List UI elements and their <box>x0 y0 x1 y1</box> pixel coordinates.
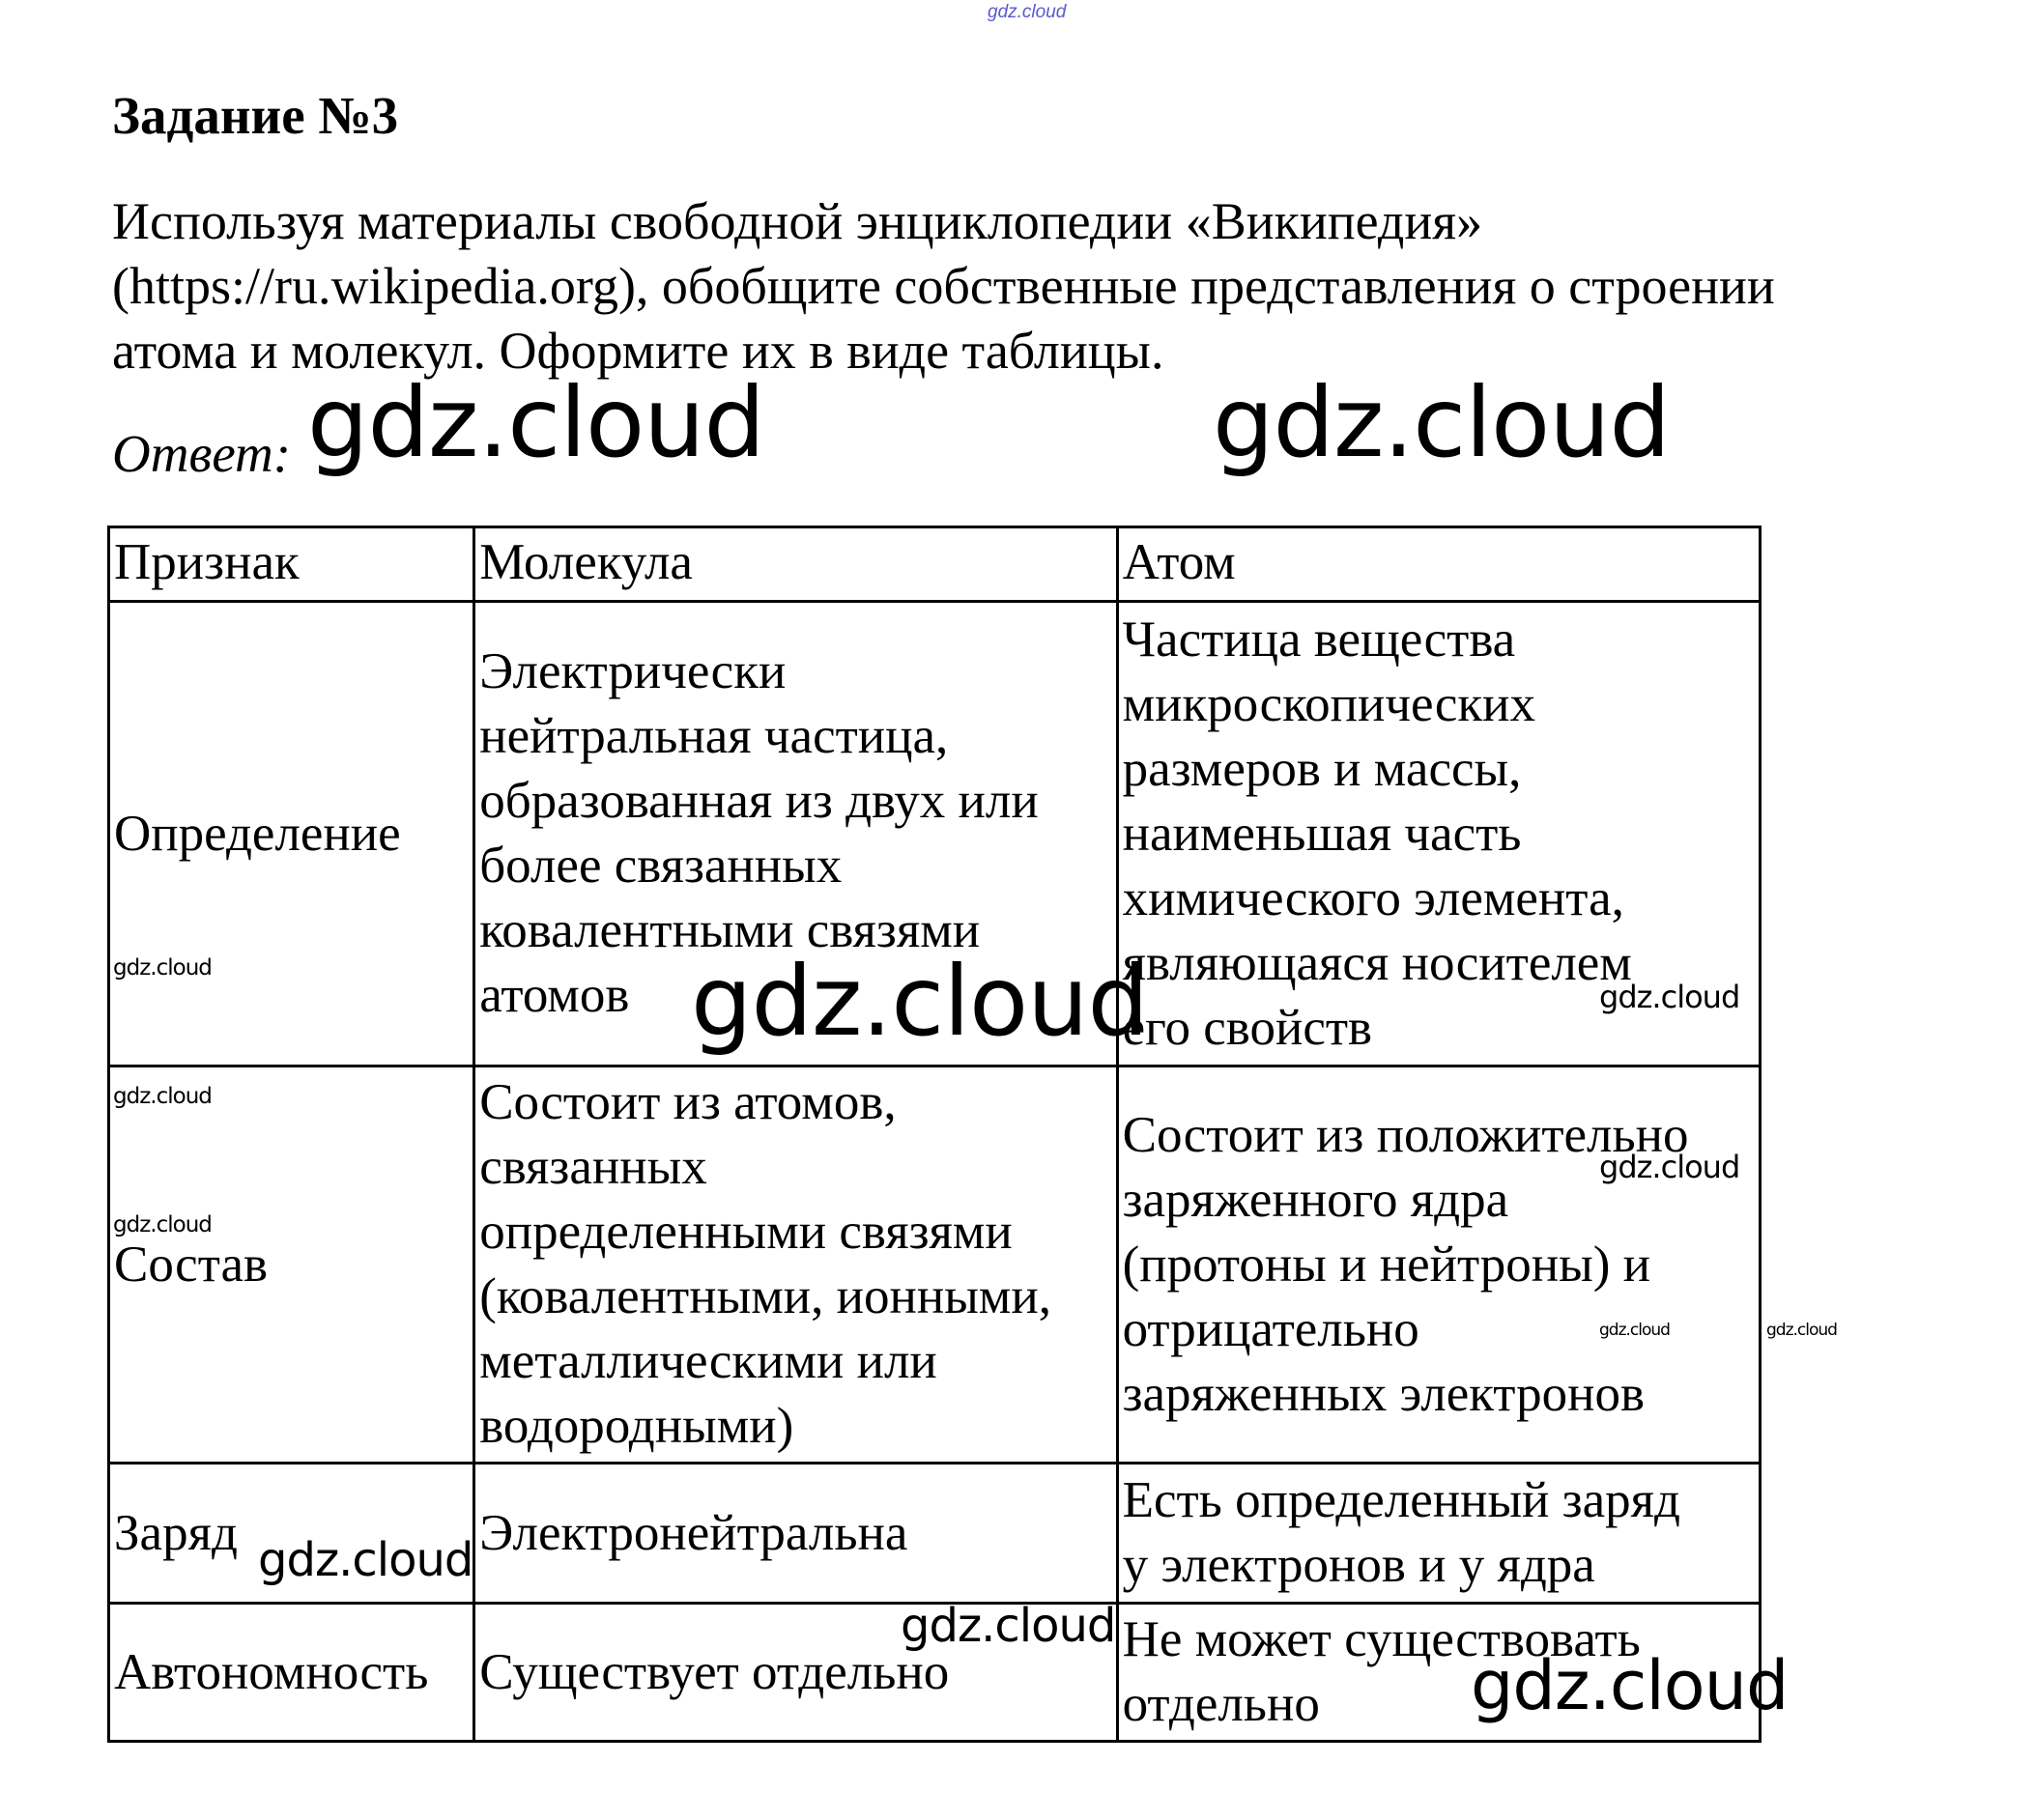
task-text-line: (https://ru.wikipedia.org), обобщите собственные представления о строении <box>112 257 1775 315</box>
cell-line: отрицательно <box>1122 1300 1419 1357</box>
watermark: gdz.cloud <box>901 1599 1116 1653</box>
task-text-line: Используя материалы свободной энциклопедии «Википедия» <box>112 192 1483 250</box>
cell-line: Не может существовать <box>1122 1611 1641 1667</box>
feature-cell: Автономность <box>109 1604 474 1742</box>
atom-cell <box>1117 1464 1760 1604</box>
cell-line: определенными связями <box>479 1204 1013 1260</box>
cell-line: (протоны и нейтроны) и <box>1122 1236 1651 1293</box>
cell-line: водородными) <box>479 1398 794 1454</box>
watermark: gdz.cloud <box>1599 1321 1670 1340</box>
watermark: gdz.cloud <box>113 1084 212 1109</box>
cell-line: Состоит из атомов, <box>479 1074 897 1130</box>
cell-line: Частица вещества <box>1122 611 1516 668</box>
watermark: gdz.cloud <box>1599 1149 1740 1185</box>
cell-line: Электронейтральна <box>479 1504 908 1561</box>
header-atom: Атом <box>1117 527 1760 602</box>
watermark: gdz.cloud <box>113 955 212 981</box>
cell-line: (ковалентными, ионными, <box>479 1268 1051 1324</box>
answer-label: Ответ: <box>112 424 292 483</box>
watermark: gdz.cloud <box>1599 979 1740 1015</box>
feature-cell: Определение <box>109 602 474 1066</box>
watermark: gdz.cloud <box>691 945 1149 1058</box>
cell-line: его свойств <box>1122 999 1373 1056</box>
task-text-line: атома и молекул. Оформите их в виде таблицы. <box>112 322 1164 380</box>
watermark: gdz.cloud <box>1213 366 1671 479</box>
cell-line: микроскопических <box>1122 675 1536 732</box>
cell-line: Электрически <box>479 643 787 699</box>
task-title: Задание №3 <box>112 86 399 145</box>
header-feature: Признак <box>109 527 474 602</box>
atom-cell <box>1117 1066 1760 1464</box>
table-header-row <box>109 527 1761 602</box>
cell-line: более связанных <box>479 838 843 894</box>
task-text <box>112 189 1948 384</box>
cell-line: Состоит из положительно <box>1122 1106 1689 1163</box>
cell-line: образованная из двух или <box>479 773 1039 829</box>
watermark: gdz.cloud <box>1766 1321 1837 1340</box>
cell-line: связанных <box>479 1139 707 1195</box>
watermark: gdz.cloud <box>307 366 765 479</box>
feature-cell: Состав <box>109 1066 474 1464</box>
feature-cell: Заряд <box>109 1464 474 1604</box>
watermark: gdz.cloud <box>113 1212 212 1237</box>
cell-line: нейтральная частица, <box>479 708 949 764</box>
header-molecule: Молекула <box>474 527 1117 602</box>
cell-line: Существует отдельно <box>479 1643 950 1700</box>
cell-line: металлическими или <box>479 1333 937 1389</box>
cell-line: атомов <box>479 967 630 1023</box>
cell-line: ковалентными связями <box>479 902 981 958</box>
cell-line: отдельно <box>1122 1676 1320 1732</box>
molecule-cell <box>474 1464 1117 1604</box>
cell-line: являющаяся носителем <box>1122 934 1632 991</box>
cell-line: заряженного ядра <box>1122 1171 1509 1228</box>
table-row <box>109 1066 1761 1464</box>
watermark: gdz.cloud <box>1471 1646 1789 1725</box>
watermark: gdz.cloud <box>258 1533 473 1587</box>
cell-line: размеров и массы, <box>1122 740 1522 797</box>
cell-line: химического элемента, <box>1122 869 1624 926</box>
molecule-cell <box>474 1066 1117 1464</box>
cell-line: наименьшая часть <box>1122 805 1522 862</box>
cell-line: у электронов и у ядра <box>1122 1537 1595 1593</box>
cell-line: Есть определенный заряд <box>1122 1472 1680 1528</box>
top-watermark: gdz.cloud <box>988 2 1067 22</box>
cell-line: заряженных электронов <box>1122 1365 1645 1422</box>
